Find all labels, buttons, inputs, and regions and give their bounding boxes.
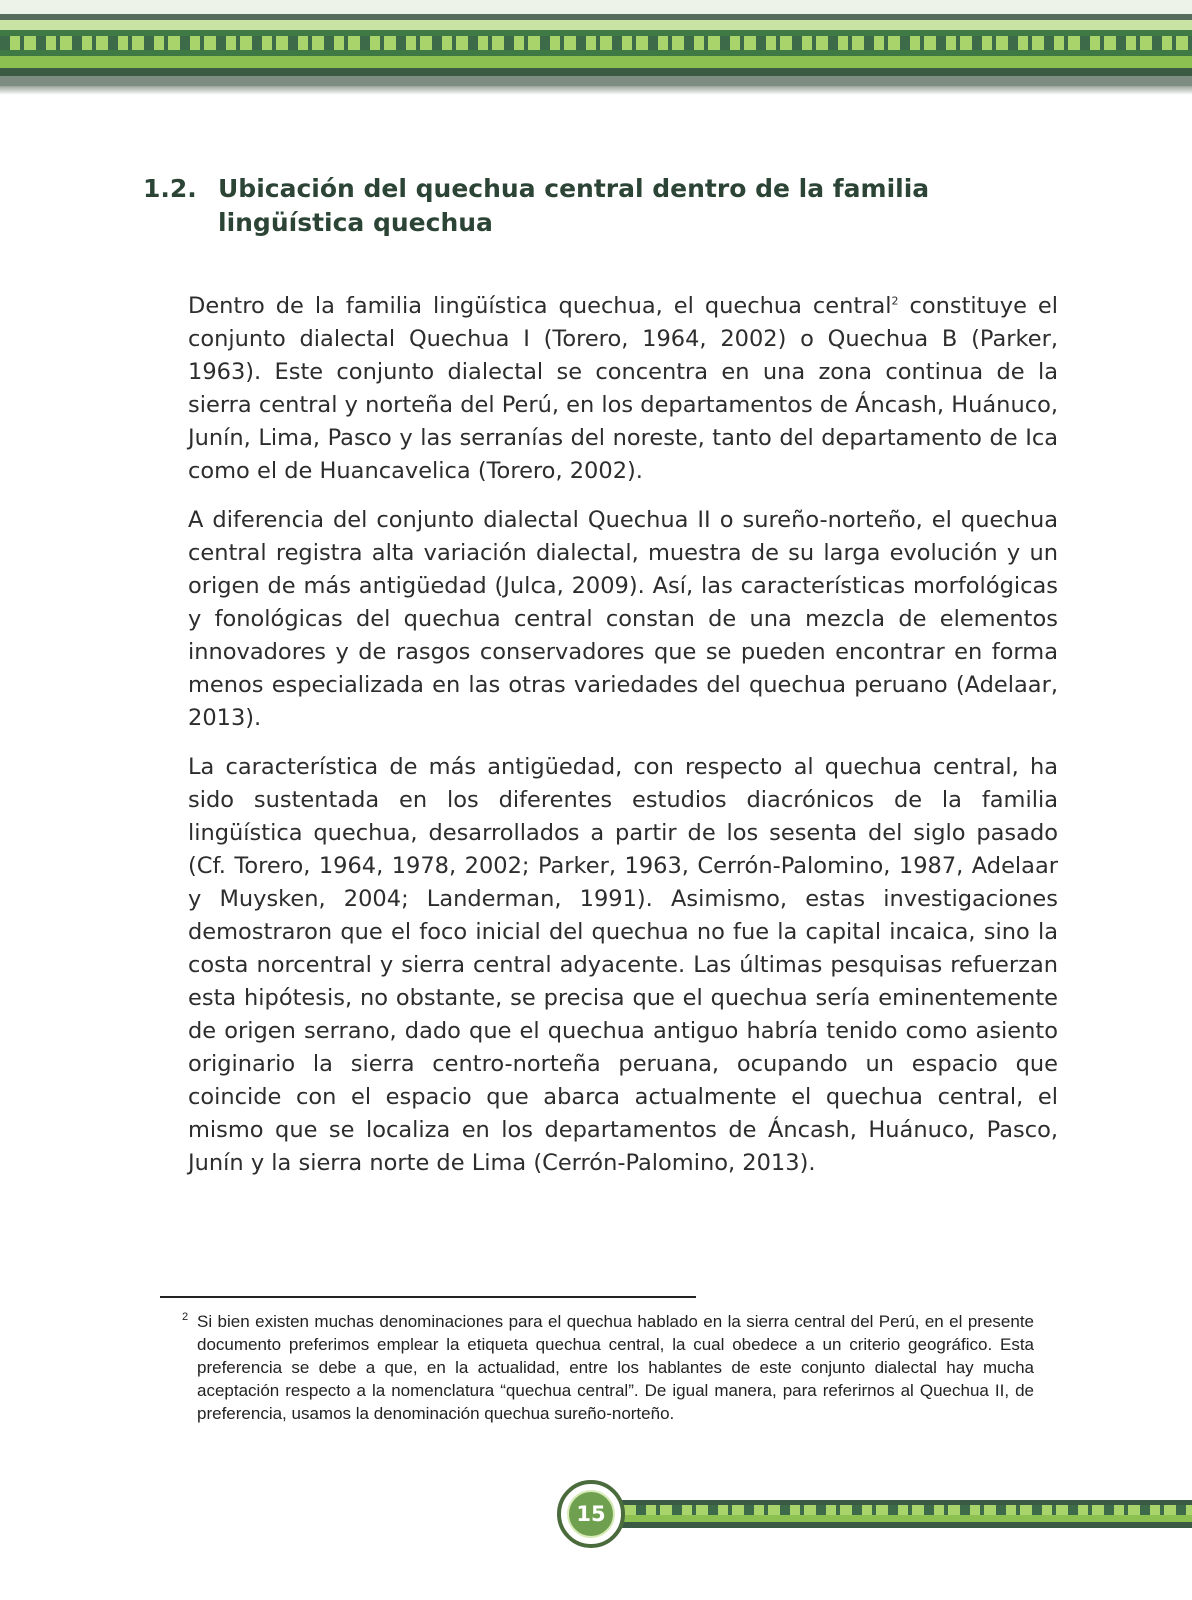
band-shadow — [0, 86, 1192, 95]
paragraph-1-rest: constituye el conjunto dialectal Quechua I (Torero, 1964, 2002) o Quechua B (Parker, 1963). Este conjunto dialectal se concentra en una zona continua de la sierra central y norteña del Perú, en los departamentos de Áncash, Huánuco, Junín, Lima, Pasco y las serranías del noreste, tanto del departamento de Ica como el de Huancavelica (Torero, 2002). — [188, 293, 1058, 484]
body-text — [188, 290, 1058, 1196]
page-number-badge — [557, 1480, 625, 1548]
footnote-reference[interactable]: 2 — [891, 294, 899, 308]
band-pattern — [0, 36, 1192, 50]
paragraph-1-start: Dentro de la familia lingüística quechua, el quechua central — [188, 293, 892, 319]
bottom-band-stripe-lime — [600, 1515, 1192, 1522]
section-number: 1.2. — [143, 174, 197, 203]
footnote-text: Si bien existen muchas denominaciones para el quechua hablado en la sierra central del Perú, en el presente documento preferimos emplear la etiqueta quechua central, la cual obedece a un criterio geográfico. Esta preferencia se debe a que, en la actualidad, entre los hablantes de este conjunto dialectal hay mucha aceptación respecto a la nomenclatura “quechua central”. De igual manera, para referirnos al Quechua II, de preferencia, usamos la denominación quechua sureño-norteño. — [197, 1312, 1034, 1423]
band-stripe-light — [0, 0, 1192, 14]
band-stripe-pale-green — [0, 20, 1192, 30]
paragraph-3: La característica de más antigüedad, con respecto al quechua central, ha sido sustentada en los diferentes estudios diacrónicos de la familia lingüística quechua, desarrollados a partir de los sesenta del siglo pasado (Cf. Torero, 1964, 1978, 2002; Parker, 1963, Cerrón-Palomino, 1987, Adelaar y Muysken, 2004; Landerman, 1991). Asimismo, estas investigaciones demostraron que el foco inicial del quechua no fue la capital incaica, sino la costa norcentral y sierra central adyacente. Las últimas pesquisas refuerzan esta hipótesis, no obstante, se precisa que el quechua sería eminentemente de origen serrano, dado que el quechua antiguo habría tenido como asiento originario la sierra centro-norteña peruana, ocupando un espacio que coincide con el espacio que abarca actualmente el quechua central, el mismo que se localiza en los departamentos de Áncash, Huánuco, Pasco, Junín y la sierra norte de Lima (Cerrón-Palomino, 2013). — [188, 754, 1058, 1176]
bottom-decorative-band — [600, 1500, 1192, 1530]
band-stripe-dark-2 — [0, 68, 1192, 76]
section-title: Ubicación del quechua central dentro de la familia lingüística quechua — [218, 174, 930, 237]
footnote-mark: 2 — [182, 1311, 189, 1323]
paragraph-2: A diferencia del conjunto dialectal Quechua II o sureño-norteño, el quechua central registra alta variación dialectal, muestra de su larga evolución y un origen de más antigüedad (Julca, 2009). Así, las características morfológicas y fonológicas del quechua central constan de una mezcla de elementos innovadores y de rasgos conservadores que se pueden encontrar en forma menos especializada en las otras variedades del quechua peruano (Adelaar, 2013). — [188, 507, 1058, 731]
paragraph-1 — [188, 290, 1058, 488]
footnote-divider — [160, 1296, 696, 1298]
band-stripe-lime — [0, 56, 1192, 68]
top-decorative-band — [0, 0, 1192, 95]
bottom-band-pattern — [600, 1505, 1192, 1515]
bottom-band-stripe-dark-2 — [600, 1522, 1192, 1528]
footnote — [182, 1310, 1034, 1425]
band-stripe-grey — [0, 76, 1192, 86]
page-number: 15 — [567, 1490, 615, 1538]
